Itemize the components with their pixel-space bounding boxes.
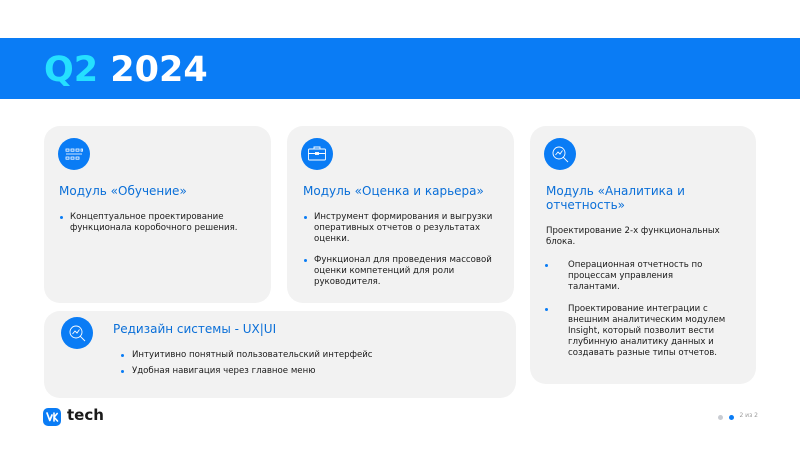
page-dot-inactive[interactable] [718,415,723,420]
list-item: Функционал для проведения массовой оценки компетенций для роли руководителя. [303,255,495,288]
card-assessment-title: Модуль «Оценка и карьера» [303,184,484,198]
list-item: Интуитивно понятный пользовательский интерфейс [120,350,510,361]
card-assessment-bullets [303,212,495,288]
list-item: Инструмент формирования и выгрузки оперативных отчетов о результатах оценки. [303,212,495,245]
analytics-search-icon [544,138,576,170]
title-year: 2024 [110,50,208,90]
card-assessment-module [287,126,514,303]
logo-text: tech [67,406,104,424]
card-analytics-bullets [544,260,744,359]
page-title [44,50,208,90]
analytics-search-icon [61,317,93,349]
briefcase-icon [301,138,333,170]
list-item: Операционная отчетность по процессам управления талантами. [544,260,744,293]
vk-logo-icon [43,408,61,426]
list-item: Концептуальное проектирование функционала коробочного решения. [59,212,259,234]
schedule-icon [58,138,90,170]
card-analytics-intro: Проектирование 2-х функциональных блока. [546,226,720,247]
list-item: Удобная навигация через главное меню [120,366,510,377]
card-learning-title: Модуль «Обучение» [59,184,187,198]
card-redesign [44,311,516,398]
card-learning-module [44,126,271,303]
card-redesign-bullets [120,350,510,377]
list-item: Проектирование интеграции с внешним аналитическим модулем Insight, который позволит вести глубинную аналитику данных и создавать разные типы отчетов. [544,304,744,359]
page-dot-active[interactable] [729,415,734,420]
page-indicator: 2 из 2 [739,412,758,419]
title-quarter: Q2 [44,50,99,90]
card-redesign-title: Редизайн системы - UX|UI [113,322,277,336]
card-learning-bullets [59,212,259,234]
header-banner [0,38,800,99]
card-analytics-module [530,126,756,384]
card-analytics-title: Модуль «Аналитика и отчетность» [546,184,685,212]
